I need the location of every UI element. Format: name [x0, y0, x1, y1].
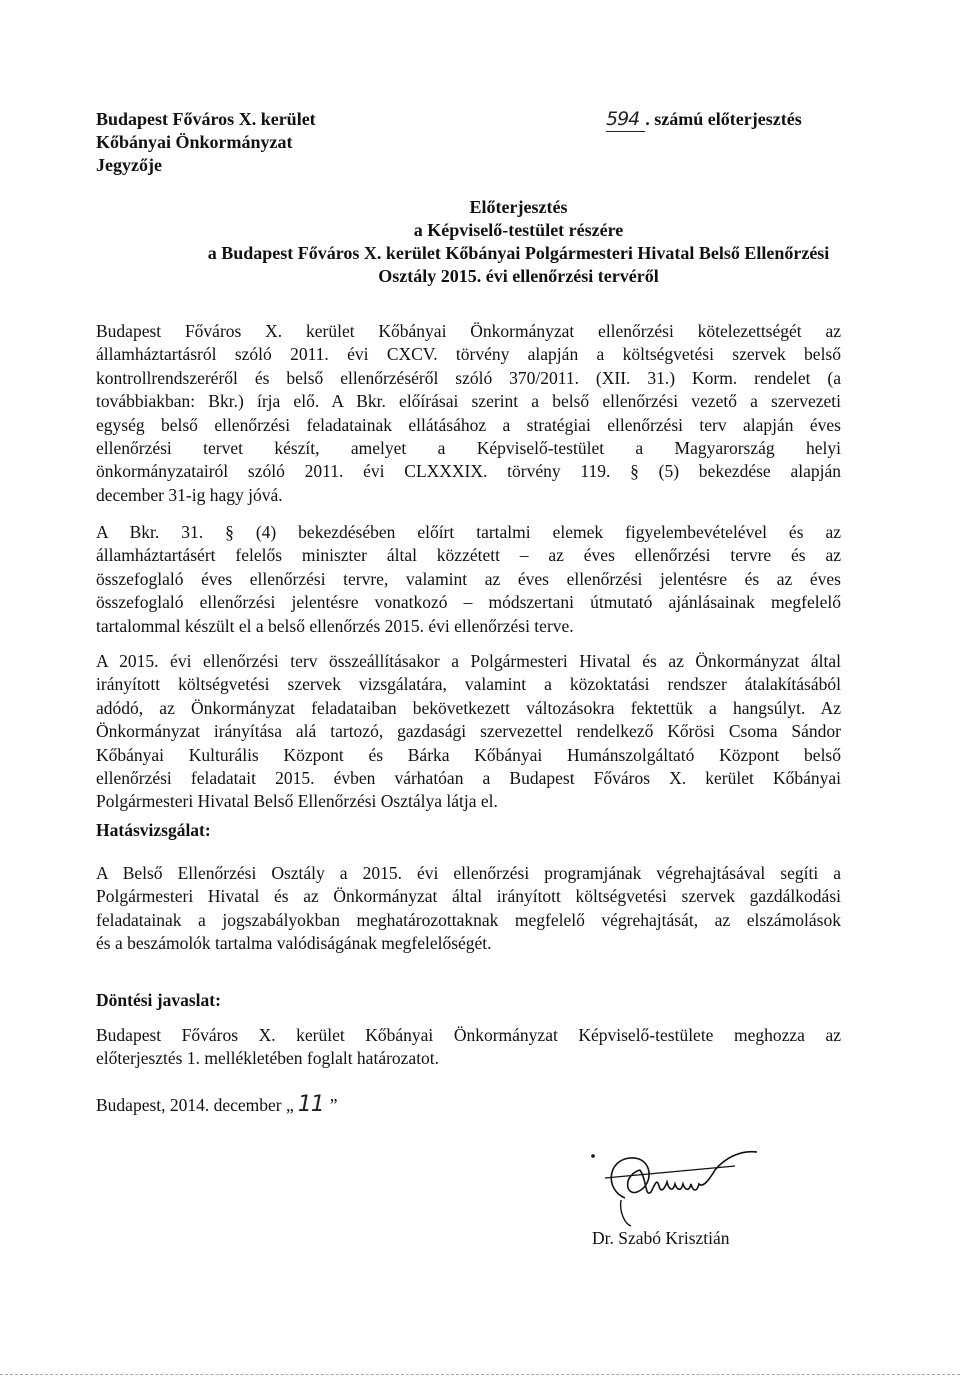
- date-line: [96, 1092, 338, 1117]
- decision-heading: Döntési javaslat:: [96, 990, 221, 1010]
- impact-heading: Hatásvizsgálat:: [96, 820, 211, 840]
- text-line: ellenőrzési feladatait 2015. évben várhatóan a Budapest Főváros X. kerület Kőbányai: [96, 768, 841, 789]
- text-line: önkormányzatairól szóló 2011. évi CLXXXIX. törvény 119. § (5) bekezdése alapján: [96, 461, 841, 482]
- paragraph-legal-basis: [96, 320, 841, 507]
- text-line: Kőbányai Kulturális Központ és Bárka Kőbányai Humánszolgáltató Központ belső: [96, 744, 841, 765]
- text-line: egység belső ellenőrzési feladatainak ellátásához a stratégiai ellenőrzési terv alapján éves: [96, 414, 841, 435]
- signature-mark: [585, 1140, 770, 1230]
- text-line: Önkormányzat irányítása alá tartozó, gazdasági szervezettel rendelkező Kőrösi Csoma Sándor: [96, 721, 841, 742]
- proposal-number-label: . számú előterjesztés: [645, 109, 802, 129]
- issuer-line-2: Kőbányai Önkormányzat: [96, 132, 293, 152]
- paragraph-plan-focus: [96, 650, 841, 814]
- text-line: tartalommal készült el a belső ellenőrzés 2015. évi ellenőrzési terve.: [96, 615, 574, 636]
- handwritten-number: 594: [606, 108, 645, 132]
- text-line: előterjesztés 1. mellékletében foglalt határozatot.: [96, 1048, 440, 1069]
- text-line: kontrollrendszeréről és belső ellenőrzéséről szóló 370/2011. (XII. 31.) Korm. rendelet (a: [96, 367, 841, 388]
- page-bottom-edge: [0, 1374, 960, 1375]
- text-line: Budapest Főváros X. kerület Kőbányai Önkormányzat ellenőrzési kötelezettségét az: [96, 321, 841, 341]
- text-line: Budapest Főváros X. kerület Kőbányai Önkormányzat Képviselő-testülete meghozza az: [96, 1025, 841, 1045]
- text-line: összefoglaló éves ellenőrzési tervre, valamint az éves ellenőrzési jelentésre és az éves: [96, 568, 841, 589]
- text-line: Polgármesteri Hivatal és az Önkormányzat által irányított költségvetési szervek gazdálkodási: [96, 886, 841, 907]
- text-line: államháztartásról szóló 2011. évi CXCV. törvény alapján a költségvetési szervek belső: [96, 344, 841, 365]
- text-line: A 2015. évi ellenőrzési terv összeállításakor a Polgármesteri Hivatal és az Önkormányzat által: [96, 651, 841, 671]
- title-line-1: Előterjesztés: [469, 197, 568, 217]
- issuer-block: [96, 108, 316, 177]
- text-line: Polgármesteri Hivatal Belső Ellenőrzési Osztálya látja el.: [96, 791, 498, 812]
- handwritten-day: 11: [297, 1092, 324, 1117]
- text-line: feladatainak a jogszabályokban meghatározottaknak megfelelő végrehajtását, az elszámolások: [96, 909, 841, 930]
- text-line: ellenőrzési tervet készít, amelyet a Képviselő-testület a Magyarország helyi: [96, 438, 841, 459]
- decision-paragraph: [96, 1024, 841, 1071]
- text-line: irányított költségvetési szervek vizsgálatára, valamint a közoktatási rendszer átalakításából: [96, 674, 841, 695]
- text-line: adódó, az Önkormányzat feladataiban bekövetkezett változásokra fektettük a hangsúlyt. Az: [96, 697, 841, 718]
- text-line: A Bkr. 31. § (4) bekezdésében előírt tartalmi elemek figyelembevételével és az: [96, 522, 841, 542]
- date-prefix: Budapest, 2014. december „: [96, 1095, 294, 1115]
- text-line: továbbiakban: Bkr.) írja elő. A Bkr. előírásai szerint a belső ellenőrzési vezető a szervezeti: [96, 391, 841, 412]
- text-line: A Belső Ellenőrzési Osztály a 2015. évi ellenőrzési programjának végrehajtásával segíti a: [96, 863, 841, 883]
- date-suffix: ”: [329, 1095, 338, 1115]
- title-line-3: a Budapest Főváros X. kerület Kőbányai Polgármesteri Hivatal Belső Ellenőrzési: [207, 243, 830, 263]
- document-title: [96, 196, 941, 288]
- title-line-2: a Képviselő-testület részére: [413, 220, 624, 240]
- signer-name: Dr. Szabó Krisztián: [592, 1228, 730, 1248]
- text-line: összefoglaló ellenőrzési jelentésre vonatkozó – módszertani útmutató ajánlásainak megfelelő: [96, 592, 841, 613]
- text-line: államháztartásért felelős miniszter által közzétett – az éves ellenőrzési tervre és az: [96, 545, 841, 566]
- paragraph-methodology: [96, 521, 841, 638]
- impact-paragraph: [96, 862, 841, 956]
- text-line: és a beszámolók tartalma valódiságának megfelelőségét.: [96, 933, 492, 954]
- title-line-4: Osztály 2015. évi ellenőrzési tervéről: [378, 266, 659, 286]
- text-line: december 31-ig hagy jóvá.: [96, 484, 283, 505]
- proposal-number: [606, 108, 802, 132]
- issuer-line-1: Budapest Főváros X. kerület: [96, 109, 316, 129]
- issuer-line-3: Jegyzője: [96, 155, 162, 175]
